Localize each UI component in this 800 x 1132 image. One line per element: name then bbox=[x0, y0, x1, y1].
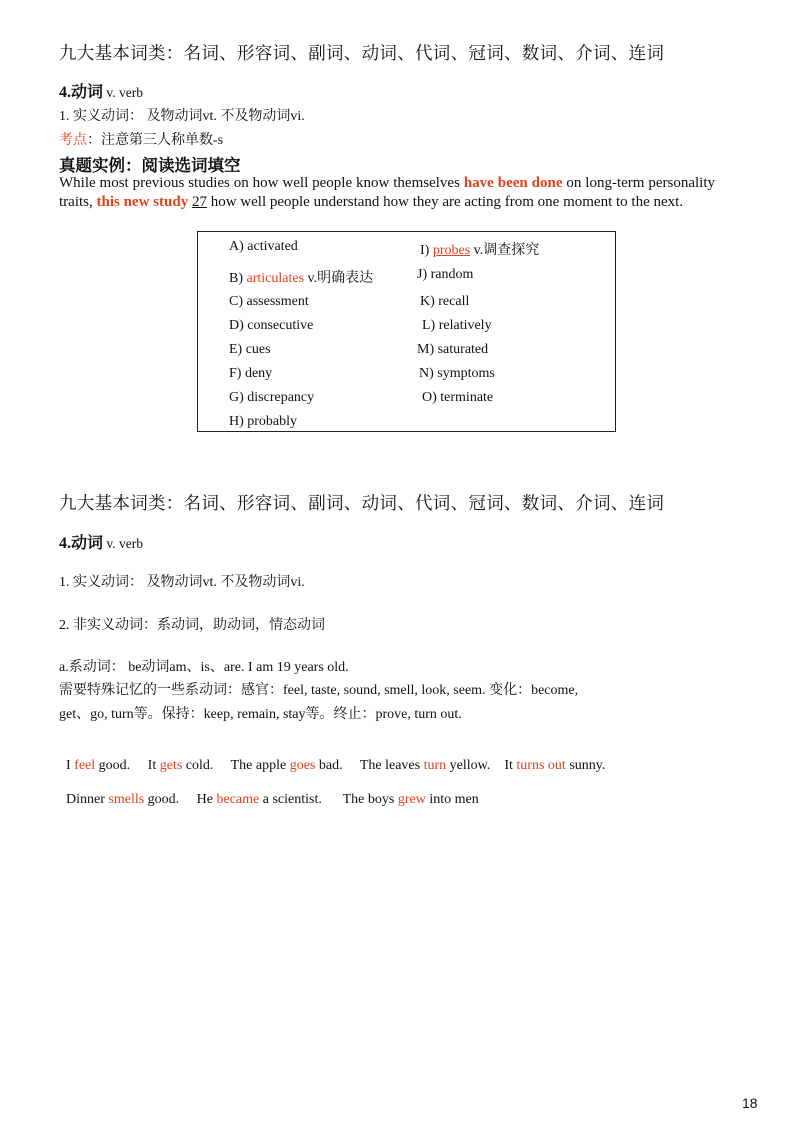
section1-verb-heading bbox=[59, 79, 143, 102]
example-verb: goes bbox=[289, 758, 316, 773]
passage-text: how well people understand how they are acting from one moment to the next. bbox=[206, 194, 684, 210]
option-k: K) recall bbox=[420, 294, 470, 309]
section2-verb-heading bbox=[59, 530, 143, 553]
option-a: A) activated bbox=[229, 239, 298, 254]
example-verb: grew bbox=[397, 792, 426, 807]
example-verb: feel bbox=[74, 758, 96, 773]
example-text: good. It bbox=[95, 758, 160, 773]
option-word: probes bbox=[432, 243, 471, 258]
example-text: Dinner bbox=[66, 792, 109, 807]
passage-text: on long-term personality traits, bbox=[59, 175, 715, 210]
section2-line-a: a.系动词： be动词am、is、are. I am 19 years old. bbox=[59, 660, 349, 675]
kaodian-label: 考点 bbox=[59, 133, 87, 148]
option-i bbox=[420, 239, 539, 259]
section2-line-c: get、go, turn等。保持：keep, remain, stay等。终止：prove, turn out. bbox=[59, 707, 462, 722]
example-text: into men bbox=[425, 792, 479, 807]
option-d: D) consecutive bbox=[229, 318, 314, 333]
exam-passage bbox=[59, 174, 715, 212]
option-f: F) deny bbox=[229, 366, 273, 381]
option-h: H) probably bbox=[229, 414, 298, 429]
option-j: J) random bbox=[417, 267, 474, 282]
example-text: good. He bbox=[144, 792, 217, 807]
heading-pos: v. verb bbox=[103, 85, 144, 100]
section2-line-b: 需要特殊记忆的一些系动词：感官：feel, taste, sound, smell, look, seem. 变化：become, bbox=[59, 683, 579, 698]
section1-line1: 1. 实义动词： 及物动词vt. 不及物动词vi. bbox=[59, 109, 305, 124]
exam-heading: 真题实例：阅读选词填空 bbox=[59, 156, 241, 175]
passage-text: While most previous studies on how well people know themselves bbox=[59, 175, 464, 191]
example-verb: turns out bbox=[516, 758, 566, 773]
example-text: cold. The apple bbox=[182, 758, 290, 773]
example-text: bad. The leaves bbox=[315, 758, 424, 773]
option-g: G) discrepancy bbox=[229, 390, 315, 405]
example-verb: became bbox=[216, 792, 260, 807]
option-gloss: v.调查探究 bbox=[470, 243, 540, 258]
option-b bbox=[229, 267, 373, 287]
option-o: O) terminate bbox=[422, 390, 494, 405]
option-c: C) assessment bbox=[229, 294, 309, 309]
option-word: articulates bbox=[246, 271, 305, 286]
option-m: M) saturated bbox=[417, 342, 489, 357]
kaodian-line bbox=[59, 129, 223, 149]
passage-highlight: this new study bbox=[96, 194, 189, 210]
option-prefix: I) bbox=[420, 243, 433, 258]
section2-title: 九大基本词类：名词、形容词、副词、动词、代词、冠词、数词、介词、连词 bbox=[59, 493, 665, 513]
option-n: N) symptoms bbox=[419, 366, 495, 381]
passage-highlight: have been done bbox=[463, 175, 563, 191]
heading-number: 4.动词 bbox=[59, 84, 104, 101]
example-text: I bbox=[66, 758, 75, 773]
example-verb: turn bbox=[423, 758, 447, 773]
section2-line2: 2. 非实义动词：系动词，助动词，情态动词 bbox=[59, 618, 325, 633]
option-l: L) relatively bbox=[422, 318, 492, 333]
heading-number: 4.动词 bbox=[59, 535, 104, 552]
section2-line1: 1. 实义动词： 及物动词vt. 不及物动词vi. bbox=[59, 575, 305, 590]
heading-pos: v. verb bbox=[103, 536, 144, 551]
page-number: 18 bbox=[742, 1095, 758, 1111]
example-line-1 bbox=[59, 742, 605, 774]
example-text: sunny. bbox=[565, 758, 606, 773]
example-text: yellow. It bbox=[446, 758, 517, 773]
example-text: a scientist. The boys bbox=[259, 792, 398, 807]
section1-title: 九大基本词类：名词、形容词、副词、动词、代词、冠词、数词、介词、连词 bbox=[59, 43, 665, 63]
kaodian-text: ：注意第三人称单数-s bbox=[87, 133, 224, 148]
word-bank-box bbox=[197, 231, 616, 432]
example-verb: smells bbox=[108, 792, 145, 807]
example-verb: gets bbox=[159, 758, 183, 773]
option-gloss: v.明确表达 bbox=[304, 271, 374, 286]
option-prefix: B) bbox=[229, 271, 247, 286]
example-line-2 bbox=[59, 776, 479, 808]
option-e: E) cues bbox=[229, 342, 271, 357]
passage-blank: 27 bbox=[191, 194, 207, 210]
